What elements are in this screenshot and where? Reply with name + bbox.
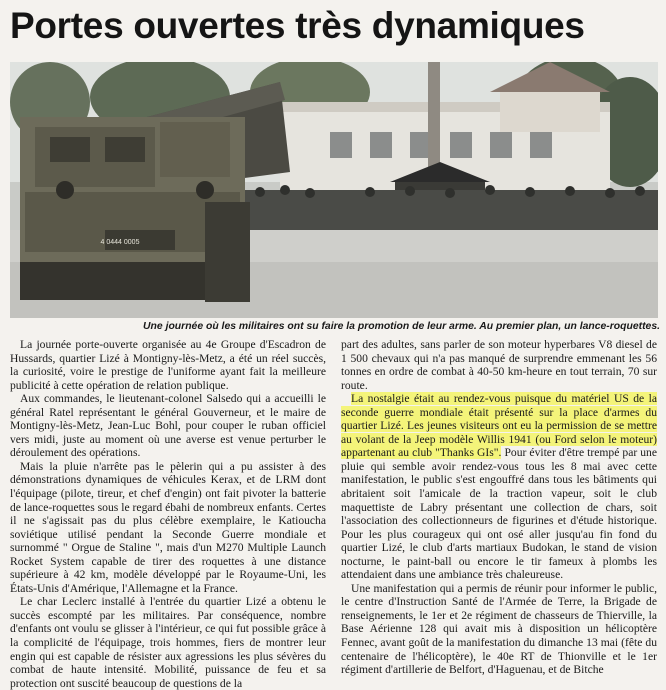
paragraph: Une manifestation qui a permis de réunir pour informer le public, le centre d'Instruction Santé de l'Armée de Terre, la Brigade de renseignements, le 1er et 2e régiment de chasseurs de Thierville, la Base Aérienne 128 qui avait mis à disposition un hélicoptère Fennec, avant goût de la manifestation du dimanche 13 mai (fête du centenaire de l'hélicoptère), le 40e RT de Thionville et le 1er régiment d'artillerie de Belfort, d'Haguenau, et de Bitche	[341, 581, 657, 677]
article-photo	[10, 62, 658, 318]
photo-illustration	[10, 62, 658, 318]
paragraph-continuation: Pour éviter d'être trempé par une pluie qui semble avoir rendez-vous tous les 8 mai avec cette manifestation, le public s'est engouffré dans tous les bâtiments qui abritaient soit l'amicale de la traction vapeur, soit le club maquettiste de Labry présentant une collection de chars, soit l'association des collectionneurs de figurines et d'étude historique. Pour les plus courageux qui ont osé aller jusqu'au fin fond du quartier Lizé, le club d'arts martiaux Budokan, le stand de vision nocturne, le paint-ball ou encore le tir fameux à plombs les attendaient dans une ambiance très chaleureuse.	[341, 446, 657, 582]
photo-caption: Une journée où les militaires ont su faire la promotion de leur arme. Au premier plan, un lance-roquettes.	[143, 321, 660, 332]
vehicle-plate: 4 0444 0005	[100, 239, 140, 246]
paragraph: part des adultes, sans parler de son moteur hyperbares V8 diesel de 1 500 chevaux qui n'a pas manqué de surprendre emmenant les 56 tonnes en ordre de combat à 40-50 km-heure en tout terrain, 70 sur route.	[341, 338, 657, 392]
article-column-1	[10, 338, 326, 690]
paragraph: Mais la pluie n'arrête pas le pèlerin qui a pu assister à des démonstrations dynamiques de véhicules Kerax, et de LRM dont l'équipage (pilote, tireur, et chef d'engin) ont fait pivoter la batterie de lance-roquettes sous le regard ébahi de nombreux enfants. Certes il ne s'agissait pas du plus célèbre exemplaire, le Katiouchа soviétique utilisé pendant la Seconde Guerre mondiale et surnommé " Orgue de Staline ", mais d'un M270 Multiple Launch Rocket System capable de tirer des roquettes à une distance supérieure à 42 km, modèle développé par le Royaume-Uni, les États-Unis d'Amérique, l'Allemagne et la France.	[10, 459, 326, 595]
headline: Portes ouvertes très dynamiques	[10, 5, 585, 46]
paragraph: Aux commandes, le lieutenant-colonel Salsedo qui a accueilli le général Ratel représentant le général Gouverneur, et le maire de Montigny-lès-Metz, Jean-Luc Bohl, pour couper le ruban officiel vers midi, juste au moment où une averse est venue perturber le déroulement des opérations.	[10, 392, 326, 460]
highlighted-passage: La nostalgie était au rendez-vous puisque du matériel US de la seconde guerre mondiale était présenté sur la place d'armes du quartier Lizé. Les jeunes visiteurs ont eu la permission de se mettre au volant de la Jeep modèle Willis 1941 (ou Ford selon le moteur) appartenant au club "Thanks GIs".	[341, 392, 657, 460]
paragraph-highlighted	[341, 392, 657, 582]
article-column-2	[341, 338, 657, 677]
paragraph: Le char Leclerc installé à l'entrée du quartier Lizé a obtenu le succès escompté par les militaires. Par conséquence, nombre d'enfants ont voulu se glisser à l'intérieur, ce qui fut possible grâce à la complicité de l'équipage, trois hommes, fiers de montrer leur engin qui est capable de résister aux agressions les plus sévères du combat de haute intensité. Mobilité, puissance de feu et sa protection ont suscité beaucoup de questions de la	[10, 595, 326, 690]
paragraph: La journée porte-ouverte organisée au 4e Groupe d'Escadron de Hussards, quartier Lizé à Montigny-lès-Metz, a été un réel succès, la curiosité, voire le prestige de l'uniforme ayant fait la meilleure publicité à cette opération de relation publique.	[10, 338, 326, 392]
